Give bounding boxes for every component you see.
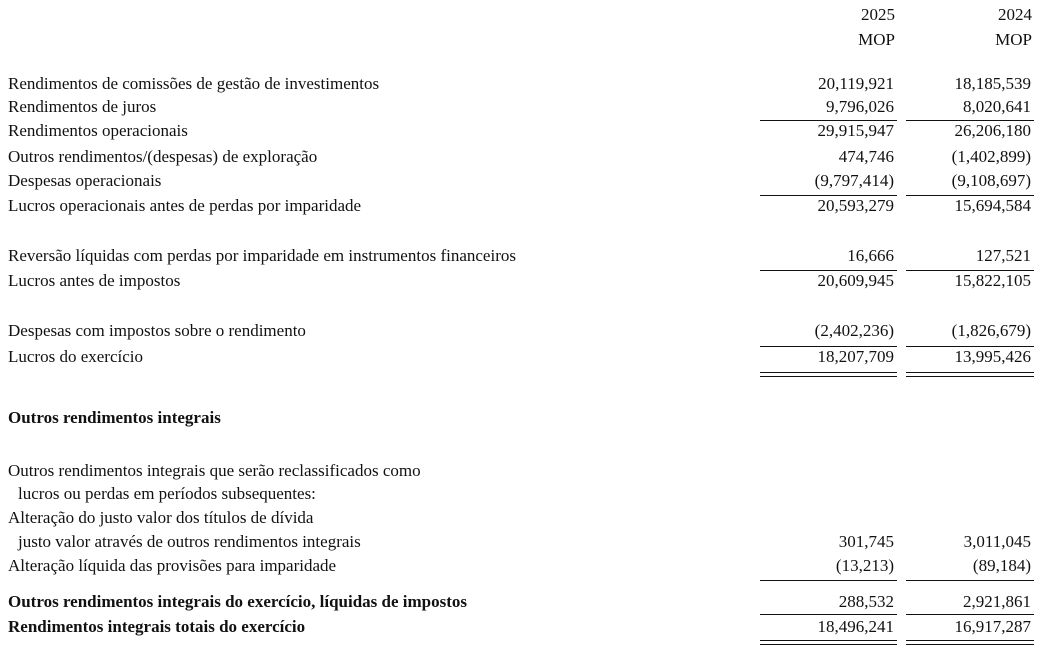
value-2024: 13,995,426 — [954, 347, 1031, 366]
value-2024: 18,185,539 — [954, 74, 1031, 93]
value-2025: (2,402,236) — [814, 321, 894, 340]
row-operating-income — [0, 120, 1053, 142]
value-2025: 29,915,947 — [817, 121, 894, 140]
row-label: Rendimentos de juros — [8, 97, 157, 116]
row-label: Outros rendimentos integrais do exercício, líquidas de impostos — [8, 592, 468, 611]
row-label: Lucros do exercício — [8, 347, 143, 366]
value-2024: (9,108,697) — [951, 171, 1031, 190]
row-label: Outros rendimentos integrais que serão reclassificados como — [8, 461, 421, 480]
column-header-2024 — [917, 2, 1032, 52]
value-2025: 16,666 — [847, 246, 894, 265]
row-label: Despesas com impostos sobre o rendimento — [8, 321, 306, 340]
value-2025: 18,496,241 — [817, 617, 894, 636]
row-profit-for-year — [0, 346, 1053, 368]
value-2024: (89,184) — [972, 556, 1031, 575]
currency-2024: MOP — [995, 30, 1032, 49]
row-label: Rendimentos de comissões de gestão de investimentos — [8, 74, 380, 93]
row-operating-profit-before-impairment — [0, 195, 1053, 217]
year-2024: 2024 — [998, 5, 1032, 24]
value-2025: 20,119,921 — [818, 74, 894, 93]
row-label: Outros rendimentos/(despesas) de exploração — [8, 147, 318, 166]
value-2024: (1,402,899) — [951, 147, 1031, 166]
value-2024: 16,917,287 — [954, 617, 1031, 636]
subtotal-rule — [906, 580, 1034, 581]
total-double-rule — [760, 372, 897, 377]
row-reclassifiable-heading — [0, 460, 1053, 482]
row-label: Alteração líquida das provisões para imparidade — [8, 556, 337, 575]
total-double-rule — [906, 372, 1034, 377]
value-2024: 2,921,861 — [963, 592, 1031, 611]
row-label: Lucros antes de impostos — [8, 271, 181, 290]
row-fair-value-change — [0, 507, 1053, 529]
value-2024: 8,020,641 — [963, 97, 1031, 116]
value-2025: 474,746 — [838, 147, 894, 166]
value-2025: 9,796,026 — [826, 97, 894, 116]
section-heading-other-comprehensive-income — [0, 407, 1053, 429]
value-2025: (13,213) — [835, 556, 894, 575]
row-fair-value-through-oci — [0, 531, 1053, 553]
value-2025: 288,532 — [838, 592, 894, 611]
value-2025: 20,593,279 — [817, 196, 894, 215]
row-interest-income — [0, 96, 1053, 118]
value-2024: 26,206,180 — [954, 121, 1031, 140]
row-label: Rendimentos integrais totais do exercício — [8, 617, 306, 636]
row-label: justo valor através de outros rendimentos integrais — [18, 532, 361, 551]
row-label: Alteração do justo valor dos títulos de dívida — [8, 508, 314, 527]
value-2025: 20,609,945 — [817, 271, 894, 290]
row-reclassifiable-heading-cont — [0, 483, 1053, 505]
row-label: lucros ou perdas em períodos subsequentes: — [18, 484, 316, 503]
row-other-operating-income — [0, 146, 1053, 168]
row-impairment-reversal — [0, 245, 1053, 267]
year-2025: 2025 — [861, 5, 895, 24]
value-2025: 18,207,709 — [817, 347, 894, 366]
value-2024: 15,822,105 — [954, 271, 1031, 290]
value-2024: 127,521 — [975, 246, 1031, 265]
value-2025: 301,745 — [838, 532, 894, 551]
currency-2025: MOP — [858, 30, 895, 49]
row-label: Lucros operacionais antes de perdas por imparidade — [8, 196, 362, 215]
section-title: Outros rendimentos integrais — [8, 408, 221, 427]
row-investment-fee-income — [0, 73, 1053, 95]
row-other-comprehensive-income-net — [0, 591, 1053, 613]
row-operating-expenses — [0, 170, 1053, 192]
row-label: Reversão líquidas com perdas por imparidade em instrumentos financeiros — [8, 246, 516, 265]
value-2024: 15,694,584 — [954, 196, 1031, 215]
subtotal-rule — [906, 614, 1034, 615]
column-header-2025 — [780, 2, 895, 52]
value-2025: (9,797,414) — [814, 171, 894, 190]
value-2024: (1,826,679) — [951, 321, 1031, 340]
row-impairment-provision-change — [0, 555, 1053, 577]
row-label: Rendimentos operacionais — [8, 121, 188, 140]
total-double-rule — [760, 640, 897, 645]
row-profit-before-tax — [0, 270, 1053, 292]
total-double-rule — [906, 640, 1034, 645]
subtotal-rule — [760, 580, 897, 581]
subtotal-rule — [760, 614, 897, 615]
row-income-tax-expense — [0, 320, 1053, 342]
row-total-comprehensive-income — [0, 616, 1053, 638]
row-label: Despesas operacionais — [8, 171, 162, 190]
value-2024: 3,011,045 — [963, 532, 1031, 551]
